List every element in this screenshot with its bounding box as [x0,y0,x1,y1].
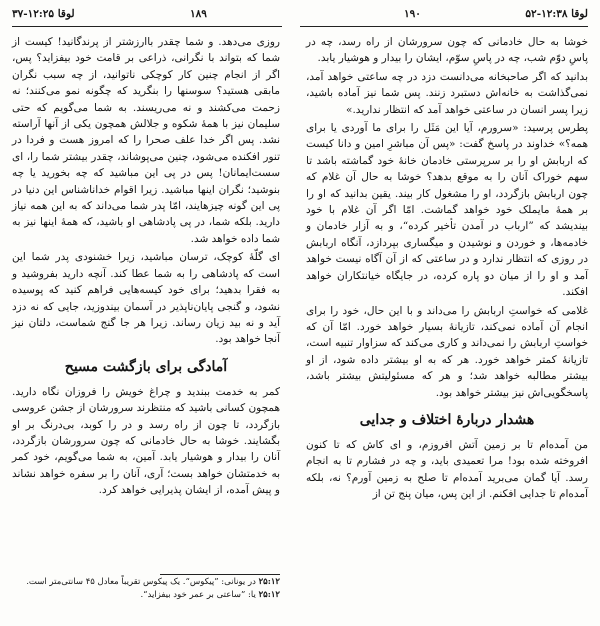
page-header [12,8,588,24]
section-heading: آمادگی برای بازگشت مسیح [64,358,228,375]
footnotes [12,574,280,602]
left-running-reference: لوقا ۱۲:۲۵-۳۷ [12,8,75,20]
footnote-ref: ۲۵:۱۲ [258,590,280,600]
footnote-rule [160,574,280,575]
right-text-column [306,34,588,505]
footnote-text: در یونانی: ”پیکوس“. یک پیکوس تقریباً معادل ۴۵ سانتی‌متر است. [26,577,256,587]
paragraph: من آمده‌ام تا بر زمین آتش افروزم، و ای کاش که تا کنون افروخته شده بود! مرا تعمیدی باید، و چه در فشارم تا به انجام رسد. آیا گمان می‌برید آمده‌ام تا صلح به زمین آورم؟ نه، بلکه آمده‌ام تا جدایی افکنم. از این پس، میان پنج تن از [306,438,588,501]
right-page-number: ۱۹۰ [404,8,421,20]
paragraph: غلامی که خواستِ اربابش را می‌داند و با این حال، خود را برای انجام آن آماده نمی‌کند، تازیانهٔ بسیار خواهد خورد. امّا آن که خواستِ اربابش را نمی‌داند و کاری می‌کند که سزاوار تنبیه است، تازیانهٔ کمتر خواهد خورد. هر که به او بیشتر داده شود، از او بیشتر مطالبه خواهد شد؛ و هر که مسئولیتش بیشتر باشد، پاسخگویی‌اش نیز بیشتر خواهد بود. [306,304,588,399]
footnote [12,589,280,601]
footnote-ref: ۲۵:۱۲ [258,577,280,587]
right-header-rule [300,26,588,27]
paragraph: کمر به خدمت ببندید و چراغ خویش را فروزان نگاه دارید. همچون کسانی باشید که منتظرند سرورشان از جشن عروسی بازگردد، تا چون از راه رسد و در را کوبد، بی‌درنگ بر او بگشایند. خوشا به حال خادمانی که چون سرورشان بازگردد، آنان را بیدار و هوشیار یابد. آمین، به شما می‌گویم، خود کمر به خدمتشان خواهد بست؛ آری، آنان را بر سفره خواهد نشاند و پیش آمده، از ایشان پذیرایی خواهد کرد. [12,385,280,497]
left-text-column [12,34,280,501]
footnote [12,576,280,588]
left-header-rule [12,26,282,27]
right-running-reference: لوقا ۱۲:۳۸-۵۲ [525,8,588,20]
left-page-number: ۱۸۹ [190,8,207,20]
paragraph: ای گلّهٔ کوچک، ترسان مباشید، زیرا خشنودی پدر شما این است که پادشاهی را به شما عطا کند. آنچه دارید بفروشید و به فقرا بدهید؛ برای خود کیسه‌هایی فراهم کنید که پوسیده نشود، و گنجی پایان‌ناپذیر در آسمان بیندوزید، جایی که نه دزد آید و نه بید زیان رساند. زیرا هر جا گنج شماست، دلتان نیز آنجا خواهد بود. [12,251,280,346]
footnote-text: یا: ”ساعتی بر عمر خود بیفزاید“. [140,590,256,600]
paragraph: روزی می‌دهد. و شما چقدر باارزشتر از پرندگانید! کیست از شما که بتواند با نگرانی، ذراعی بر قامت خود بیفزاید؟ پس، اگر از انجام چنین کار کوچکی ناتوانید، از چه سبب نگران مابقی هستید؟ سوسنها را بنگرید که چگونه نمو می‌کنند؛ نه زحمت می‌کشند و نه می‌ریسند. به شما می‌گویم که حتی سلیمان نیز با همهٔ شکوه و جلالش همچون یکی از آنها آراسته نشد. پس اگر خدا علف صحرا را که امروز هست و فردا در تنور افکنده می‌شود، چنین می‌پوشاند، چقدر بیشتر شما را، ای سست‌ایمانان! پس در پی این مباشید که چه بخورید یا چه بنوشید؛ نگران اینها مباشید. زیرا اقوام خداناشناس این دنیا در پی این گونه چیزهایند، امّا پدر شما می‌داند که به این همه نیاز دارید. بلکه شما، در پی پادشاهی او باشید، که همهٔ اینها نیز به شما داده خواهد شد. [12,36,280,245]
paragraph: خوشا به حال خادمانی که چون سرورشان از راه رسد، چه در پاسِ دوّم شب، چه در پاسِ سوّم، ایشان را بیدار و هوشیار یابد. [306,36,588,65]
paragraph: بدانید که اگر صاحبخانه می‌دانست دزد در چه ساعتی خواهد آمد، نمی‌گذاشت به خانه‌اش دستبرد زنند. پس شما نیز آماده باشید، زیرا پسر انسان در ساعتی خواهد آمد که انتظار ندارید.» [306,70,588,116]
paragraph: پطرس پرسید: «سرورم، آیا این مَثَل را برای ما آوردی یا برای همه؟» خداوند در پاسخ گفت: «پس آن مباشرِ امین و دانا کیست که اربابش او را بر سرپرستی خادمان خانهٔ خود گماشته باشد تا سهم خوراک آنان را به موقع بدهد؟ خوشا به حال آن غلام که چون اربابش بازگردد، او را مشغول کار بیند. یقین بدانید که او را بر همهٔ مایملک خود خواهد گماشت. امّا اگر آن غلام با خود بیندیشد که ”ارباب در آمدن تأخیر کرده“، و به آزار خادمان و خادمه‌ها، و خوردن و نوشیدن و میگساری بپردازد، آنگاه اربابش در روزی که انتظار ندارد و در ساعتی که از آن آگاه نیست خواهد آمد و او را از میان دو پاره کرده، در جایگاه خیانتکاران خواهد افکند. [306,122,588,299]
section-heading: هشدار دربارهٔ اختلاف و جدایی [359,411,535,428]
